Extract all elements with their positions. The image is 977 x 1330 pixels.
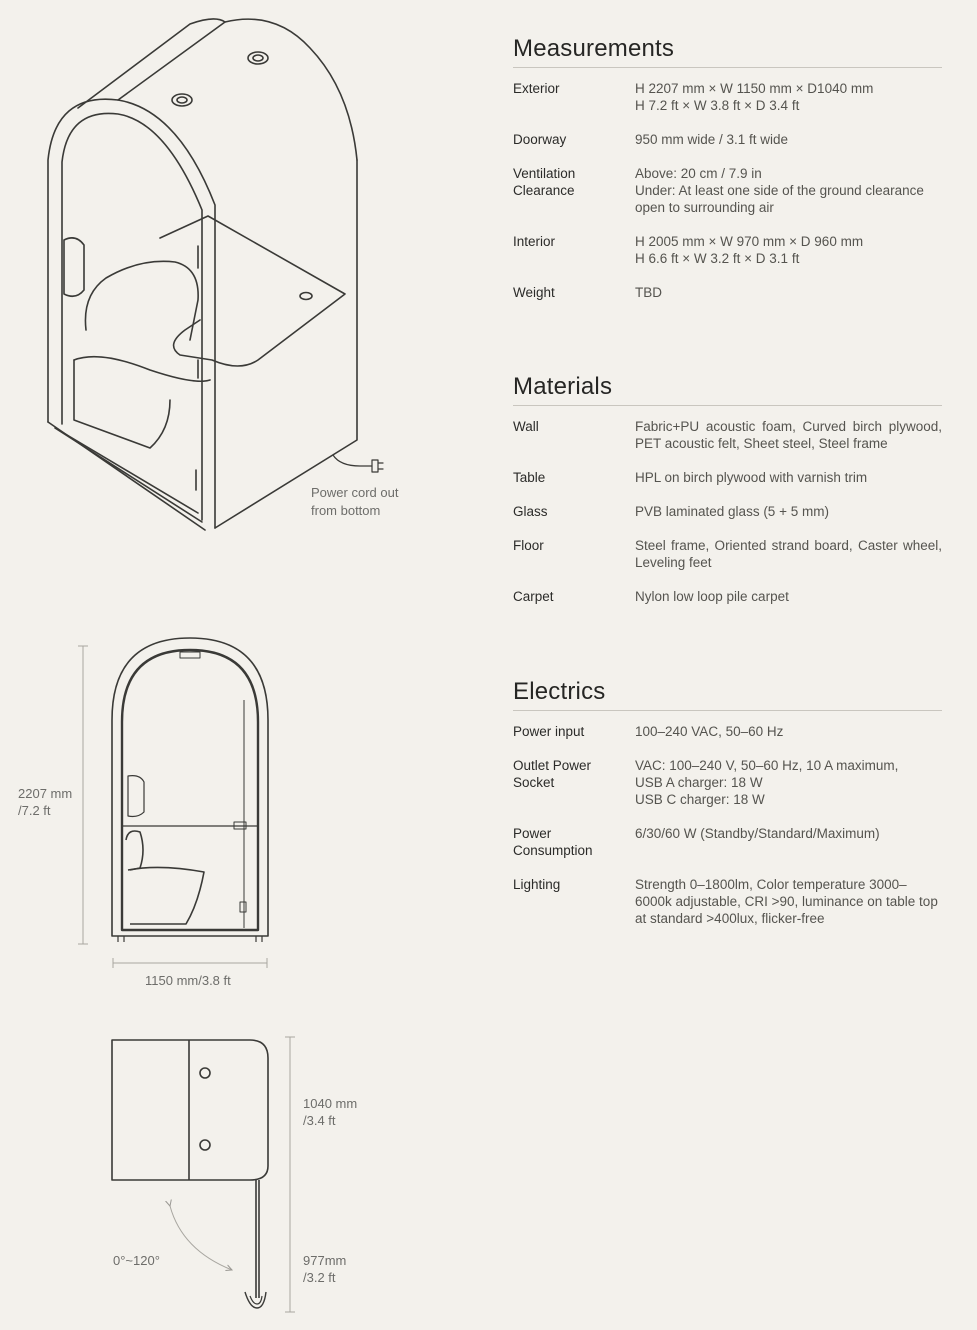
measurements-section	[513, 34, 942, 318]
spec-value: VAC: 100–240 V, 50–60 Hz, 10 A maximum, USB A charger: 18 W USB C charger: 18 W	[635, 758, 899, 807]
spec-row-glass	[513, 503, 942, 520]
spec-label: Floor	[513, 538, 544, 553]
spec-value: TBD	[635, 285, 662, 300]
spec-value: Nylon low loop pile carpet	[635, 589, 789, 604]
top-door-label-2: /3.2 ft	[303, 1270, 336, 1285]
spec-value: 950 mm wide / 3.1 ft wide	[635, 132, 789, 147]
spec-row-lighting	[513, 876, 942, 927]
spec-label: Power input	[513, 724, 585, 739]
spec-label: Lighting	[513, 877, 561, 892]
technical-drawings	[0, 0, 470, 1330]
spec-row-carpet	[513, 588, 942, 605]
divider	[513, 405, 942, 406]
section-title: Materials	[513, 373, 613, 400]
front-width-label: 1150 mm/3.8 ft	[145, 973, 231, 988]
spec-row-floor	[513, 537, 942, 571]
spec-label: Carpet	[513, 589, 554, 604]
spec-label: Ventilation Clearance	[513, 166, 576, 198]
spec-value: Fabric+PU acoustic foam, Curved birch plywood, PET acoustic felt, Sheet steel, Steel frame	[635, 419, 942, 451]
top-door-label-1: 977mm	[303, 1253, 347, 1268]
spec-value: HPL on birch plywood with varnish trim	[635, 470, 868, 485]
spec-row-power-input	[513, 723, 942, 740]
spec-row-power-consumption	[513, 825, 942, 859]
materials-section	[513, 372, 942, 622]
power-cord-label-2: from bottom	[311, 503, 381, 518]
spec-value: H 2207 mm × W 1150 mm × D1040 mm H 7.2 ft × W 3.8 ft × D 3.4 ft	[635, 81, 874, 113]
spec-row-exterior	[513, 80, 942, 114]
spec-label: Outlet Power Socket	[513, 758, 592, 790]
spec-label: Wall	[513, 419, 539, 434]
spec-row-table	[513, 469, 942, 486]
spec-value: Strength 0–1800lm, Color temperature 3000–6000k adjustable, CRI >90, luminance on table top at standard >400lux, flicker-free	[635, 877, 938, 926]
top-depth-label-2: /3.4 ft	[303, 1113, 336, 1128]
spec-label: Table	[513, 470, 546, 485]
spec-row-weight	[513, 284, 942, 301]
spec-value: PVB laminated glass (5 + 5 mm)	[635, 504, 829, 519]
spec-row-outlet-socket	[513, 757, 942, 808]
divider	[513, 710, 942, 711]
spec-label: Interior	[513, 234, 556, 249]
section-title: Measurements	[513, 35, 675, 62]
spec-label: Glass	[513, 504, 548, 519]
spec-value: Above: 20 cm / 7.9 in Under: At least one side of the ground clearance open to surrounding air	[635, 166, 924, 215]
spec-label: Doorway	[513, 132, 567, 147]
front-height-label-2: /7.2 ft	[18, 803, 51, 818]
spec-value: H 2005 mm × W 970 mm × D 960 mm H 6.6 ft × W 3.2 ft × D 3.1 ft	[635, 234, 864, 266]
isometric-pod-drawing	[48, 19, 383, 530]
spec-value: Steel frame, Oriented strand board, Caster wheel, Leveling feet	[635, 538, 942, 570]
spec-value: 6/30/60 W (Standby/Standard/Maximum)	[635, 826, 880, 841]
spec-label: Power Consumption	[513, 826, 593, 858]
front-view-pod-drawing	[112, 638, 268, 942]
section-title: Electrics	[513, 678, 606, 705]
spec-label: Exterior	[513, 81, 560, 96]
spec-row-doorway	[513, 131, 942, 148]
top-depth-label-1: 1040 mm	[303, 1096, 358, 1111]
front-height-label-1: 2207 mm	[18, 786, 73, 801]
spec-row-ventilation	[513, 165, 942, 216]
spec-label: Weight	[513, 285, 555, 300]
electrics-section	[513, 677, 942, 944]
divider	[513, 67, 942, 68]
door-angle-label: 0°~120°	[113, 1253, 160, 1268]
front-view-dimensions	[78, 646, 267, 968]
spec-row-wall	[513, 418, 942, 452]
power-cord-label-1: Power cord out	[311, 485, 399, 500]
spec-value: 100–240 VAC, 50–60 Hz	[635, 724, 784, 739]
spec-row-interior	[513, 233, 942, 267]
